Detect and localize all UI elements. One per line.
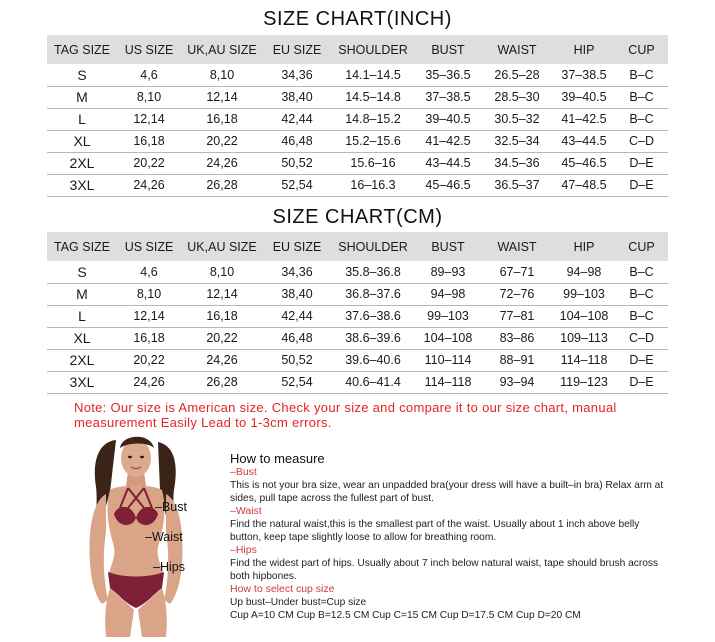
table-cell: 93–94 bbox=[481, 371, 553, 393]
table-row bbox=[47, 86, 668, 108]
table-cell: 2XL bbox=[47, 152, 117, 174]
bust-label: –Bust bbox=[155, 500, 187, 514]
table-cell: 14.1–14.5 bbox=[331, 64, 415, 86]
table-cell: 99–103 bbox=[553, 283, 615, 305]
table-cell: 20,22 bbox=[117, 152, 181, 174]
table-row bbox=[47, 349, 668, 371]
table-cell: 16,18 bbox=[117, 130, 181, 152]
table-cell: 35.8–36.8 bbox=[331, 261, 415, 283]
table-cell: 34,36 bbox=[263, 261, 331, 283]
table-cell: 20,22 bbox=[181, 327, 263, 349]
table-cell: 34,36 bbox=[263, 64, 331, 86]
table-cell: 52,54 bbox=[263, 371, 331, 393]
cup-heading: How to select cup size bbox=[230, 583, 335, 595]
column-header: HIP bbox=[553, 232, 615, 261]
table-cell: M bbox=[47, 86, 117, 108]
table-cell: 114–118 bbox=[415, 371, 481, 393]
waist-label: –Waist bbox=[145, 530, 183, 544]
table-cell: 12,14 bbox=[181, 283, 263, 305]
how-to-measure-title: How to measure bbox=[230, 451, 325, 466]
table-cell: 15.6–16 bbox=[331, 152, 415, 174]
table-cell: 35–36.5 bbox=[415, 64, 481, 86]
table-cell: 26,28 bbox=[181, 371, 263, 393]
table-cell: C–D bbox=[615, 327, 668, 349]
inch-size-table bbox=[47, 35, 668, 197]
cm-chart-title: SIZE CHART(CM) bbox=[272, 206, 443, 228]
column-header: BUST bbox=[415, 232, 481, 261]
table-cell: B–C bbox=[615, 108, 668, 130]
table-cell: 42,44 bbox=[263, 108, 331, 130]
table-cell: 119–123 bbox=[553, 371, 615, 393]
table-cell: 99–103 bbox=[415, 305, 481, 327]
table-cell: 37–38.5 bbox=[415, 86, 481, 108]
table-cell: 38,40 bbox=[263, 86, 331, 108]
table-cell: 38,40 bbox=[263, 283, 331, 305]
table-cell: 114–118 bbox=[553, 349, 615, 371]
table-cell: 104–108 bbox=[553, 305, 615, 327]
table-cell: 42,44 bbox=[263, 305, 331, 327]
table-cell: 88–91 bbox=[481, 349, 553, 371]
table-cell: 37.6–38.6 bbox=[331, 305, 415, 327]
table-cell: 46,48 bbox=[263, 327, 331, 349]
table-cell: M bbox=[47, 283, 117, 305]
table-header-row bbox=[47, 232, 668, 261]
table-cell: D–E bbox=[615, 174, 668, 196]
table-cell: 36.8–37.6 bbox=[331, 283, 415, 305]
table-cell: 3XL bbox=[47, 174, 117, 196]
column-header: HIP bbox=[553, 35, 615, 64]
table-cell: 2XL bbox=[47, 349, 117, 371]
column-header: WAIST bbox=[481, 232, 553, 261]
table-cell: 41–42.5 bbox=[415, 130, 481, 152]
table-cell: 26.5–28 bbox=[481, 64, 553, 86]
table-cell: 77–81 bbox=[481, 305, 553, 327]
column-header: UK,AU SIZE bbox=[181, 232, 263, 261]
column-header: SHOULDER bbox=[331, 232, 415, 261]
table-cell: 45–46.5 bbox=[553, 152, 615, 174]
table-cell: S bbox=[47, 64, 117, 86]
cm-size-table bbox=[47, 232, 668, 394]
table-cell: 4,6 bbox=[117, 64, 181, 86]
table-cell: 16,18 bbox=[117, 327, 181, 349]
table-row bbox=[47, 283, 668, 305]
table-cell: 12,14 bbox=[181, 86, 263, 108]
table-cell: 52,54 bbox=[263, 174, 331, 196]
column-header: US SIZE bbox=[117, 35, 181, 64]
column-header: TAG SIZE bbox=[47, 232, 117, 261]
table-cell: 15.2–15.6 bbox=[331, 130, 415, 152]
table-cell: 16–16.3 bbox=[331, 174, 415, 196]
table-cell: 109–113 bbox=[553, 327, 615, 349]
waist-instructions: Find the natural waist,this is the smallest part of the waist. Usually about 1 inch above belly button, keep tape slightly loose to allow for breathing room. bbox=[230, 519, 640, 543]
table-cell: 28.5–30 bbox=[481, 86, 553, 108]
column-header: US SIZE bbox=[117, 232, 181, 261]
table-cell: B–C bbox=[615, 86, 668, 108]
size-note: Note: Our size is American size. Check your size and compare it to our size chart, manual measurement Easily Lead to 1-3cm errors. bbox=[74, 400, 617, 430]
table-cell: 34.5–36 bbox=[481, 152, 553, 174]
table-cell: 110–114 bbox=[415, 349, 481, 371]
table-cell: S bbox=[47, 261, 117, 283]
table-cell: 43–44.5 bbox=[553, 130, 615, 152]
table-row bbox=[47, 371, 668, 393]
hips-instructions: Find the widest part of hips. Usually about 7 inch below natural waist, tape should brush across both hipbones. bbox=[230, 558, 659, 582]
table-cell: 16,18 bbox=[181, 305, 263, 327]
table-row bbox=[47, 261, 668, 283]
model-illustration-icon bbox=[58, 432, 218, 637]
inch-chart-title: SIZE CHART(INCH) bbox=[263, 8, 452, 30]
table-cell: B–C bbox=[615, 283, 668, 305]
table-cell: 83–86 bbox=[481, 327, 553, 349]
table-cell: 40.6–41.4 bbox=[331, 371, 415, 393]
table-cell: 47–48.5 bbox=[553, 174, 615, 196]
column-header: UK,AU SIZE bbox=[181, 35, 263, 64]
table-cell: B–C bbox=[615, 64, 668, 86]
table-row bbox=[47, 327, 668, 349]
table-cell: 8,10 bbox=[117, 86, 181, 108]
bust-heading: –Bust bbox=[230, 466, 257, 478]
table-cell: 104–108 bbox=[415, 327, 481, 349]
table-cell: XL bbox=[47, 327, 117, 349]
column-header: CUP bbox=[615, 35, 668, 64]
table-row bbox=[47, 305, 668, 327]
table-cell: 30.5–32 bbox=[481, 108, 553, 130]
table-cell: B–C bbox=[615, 261, 668, 283]
table-cell: C–D bbox=[615, 130, 668, 152]
table-cell: 89–93 bbox=[415, 261, 481, 283]
table-cell: 24,26 bbox=[181, 152, 263, 174]
table-cell: 36.5–37 bbox=[481, 174, 553, 196]
table-cell: 32.5–34 bbox=[481, 130, 553, 152]
table-cell: 12,14 bbox=[117, 108, 181, 130]
table-cell: 50,52 bbox=[263, 349, 331, 371]
table-cell: 50,52 bbox=[263, 152, 331, 174]
table-cell: 39–40.5 bbox=[415, 108, 481, 130]
table-cell: L bbox=[47, 305, 117, 327]
table-row bbox=[47, 130, 668, 152]
model-figure bbox=[58, 432, 218, 637]
how-to-measure-section bbox=[230, 451, 670, 622]
table-cell: 46,48 bbox=[263, 130, 331, 152]
table-cell: 39.6–40.6 bbox=[331, 349, 415, 371]
table-cell: 43–44.5 bbox=[415, 152, 481, 174]
table-row bbox=[47, 108, 668, 130]
column-header: EU SIZE bbox=[263, 35, 331, 64]
table-cell: 20,22 bbox=[181, 130, 263, 152]
table-cell: 94–98 bbox=[415, 283, 481, 305]
bust-instructions: This is not your bra size, wear an unpadded bra(your dress will have a built–in bra) Relax arm at sides, pull tape across the fullest part of bust. bbox=[230, 480, 664, 504]
cup-values: Cup A=10 CM Cup B=12.5 CM Cup C=15 CM Cup D=17.5 CM Cup D=20 CM bbox=[230, 610, 581, 621]
table-cell: 72–76 bbox=[481, 283, 553, 305]
table-cell: 12,14 bbox=[117, 305, 181, 327]
table-cell: 37–38.5 bbox=[553, 64, 615, 86]
table-cell: 67–71 bbox=[481, 261, 553, 283]
table-cell: 24,26 bbox=[117, 371, 181, 393]
hips-label: –Hips bbox=[153, 560, 185, 574]
table-cell: D–E bbox=[615, 371, 668, 393]
column-header: WAIST bbox=[481, 35, 553, 64]
table-row bbox=[47, 152, 668, 174]
table-row bbox=[47, 64, 668, 86]
column-header: CUP bbox=[615, 232, 668, 261]
column-header: TAG SIZE bbox=[47, 35, 117, 64]
column-header: BUST bbox=[415, 35, 481, 64]
table-cell: 39–40.5 bbox=[553, 86, 615, 108]
column-header: EU SIZE bbox=[263, 232, 331, 261]
table-cell: 3XL bbox=[47, 371, 117, 393]
table-cell: 8,10 bbox=[181, 261, 263, 283]
waist-heading: –Waist bbox=[230, 505, 262, 517]
table-cell: 14.5–14.8 bbox=[331, 86, 415, 108]
table-cell: 14.8–15.2 bbox=[331, 108, 415, 130]
table-cell: XL bbox=[47, 130, 117, 152]
table-cell: 8,10 bbox=[117, 283, 181, 305]
table-cell: L bbox=[47, 108, 117, 130]
table-cell: 26,28 bbox=[181, 174, 263, 196]
table-cell: 24,26 bbox=[117, 174, 181, 196]
table-row bbox=[47, 174, 668, 196]
table-cell: B–C bbox=[615, 305, 668, 327]
cup-formula: Up bust–Under bust=Cup size bbox=[230, 597, 367, 608]
table-cell: D–E bbox=[615, 349, 668, 371]
table-header-row bbox=[47, 35, 668, 64]
table-cell: 8,10 bbox=[181, 64, 263, 86]
table-cell: 16,18 bbox=[181, 108, 263, 130]
table-cell: 38.6–39.6 bbox=[331, 327, 415, 349]
column-header: SHOULDER bbox=[331, 35, 415, 64]
table-cell: 94–98 bbox=[553, 261, 615, 283]
table-cell: 4,6 bbox=[117, 261, 181, 283]
table-cell: 41–42.5 bbox=[553, 108, 615, 130]
hips-heading: –Hips bbox=[230, 544, 257, 556]
table-cell: 20,22 bbox=[117, 349, 181, 371]
table-cell: 24,26 bbox=[181, 349, 263, 371]
table-cell: 45–46.5 bbox=[415, 174, 481, 196]
table-cell: D–E bbox=[615, 152, 668, 174]
